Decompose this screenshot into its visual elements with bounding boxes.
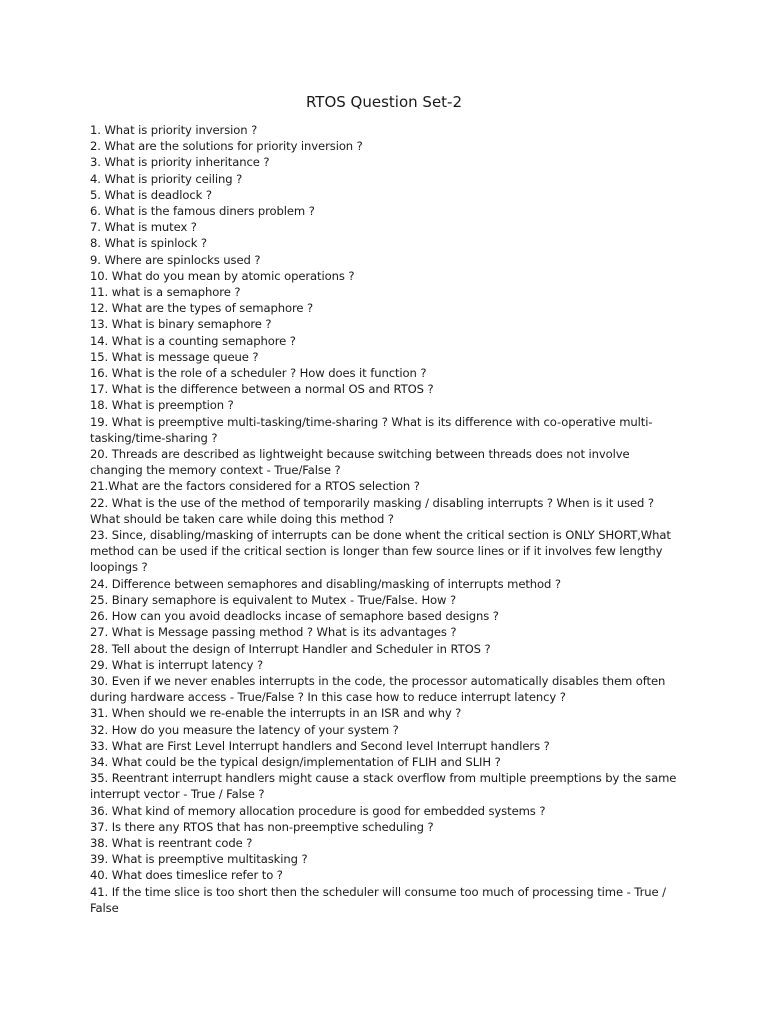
question-item: 23. Since, disabling/masking of interrupts can be done whent the critical section is ONLY SHORT,What method can be used if the critical section is longer than few source lines or if it involves few lengthy loopings ?	[90, 528, 671, 575]
question-item: 27. What is Message passing method ? What is its advantages ?	[90, 625, 457, 640]
question-item: 17. What is the difference between a normal OS and RTOS ?	[90, 382, 434, 397]
question-item: 36. What kind of memory allocation procedure is good for embedded systems ?	[90, 803, 546, 818]
question-item: 2. What are the solutions for priority inversion ?	[90, 139, 363, 154]
question-item: 13. What is binary semaphore ?	[90, 317, 272, 332]
question-item: 11. what is a semaphore ?	[90, 285, 241, 300]
question-item: 37. Is there any RTOS that has non-preemptive scheduling ?	[90, 819, 434, 834]
question-item: 28. Tell about the design of Interrupt Handler and Scheduler in RTOS ?	[90, 641, 491, 656]
question-item: 24. Difference between semaphores and disabling/masking of interrupts method ?	[90, 576, 561, 591]
question-item: 16. What is the role of a scheduler ? How does it function ?	[90, 366, 427, 381]
question-item: 1. What is priority inversion ?	[90, 123, 258, 137]
question-item: 3. What is priority inheritance ?	[90, 155, 270, 170]
question-item: 18. What is preemption ?	[90, 398, 234, 413]
question-item: 29. What is interrupt latency ?	[90, 657, 264, 672]
question-item: 33. What are First Level Interrupt handlers and Second level Interrupt handlers ?	[90, 738, 550, 753]
question-item: 20. Threads are described as lightweight because switching between threads does not involve changing the memory context - True/False ?	[90, 447, 630, 478]
question-item: 39. What is preemptive multitasking ?	[90, 852, 308, 867]
question-item: 22. What is the use of the method of temporarily masking / disabling interrupts ? When is it used ? What should be taken care while doing this method ?	[90, 495, 654, 526]
question-item: 40. What does timeslice refer to ?	[90, 868, 283, 883]
question-item: 5. What is deadlock ?	[90, 187, 212, 202]
question-item: 31. When should we re-enable the interrupts in an ISR and why ?	[90, 706, 462, 721]
question-item: 8. What is spinlock ?	[90, 236, 207, 251]
question-item: 12. What are the types of semaphore ?	[90, 301, 314, 316]
question-item: 19. What is preemptive multi-tasking/time-sharing ? What is its difference with co-operative multi-tasking/time-sharing ?	[90, 414, 653, 445]
question-item: 32. How do you measure the latency of your system ?	[90, 722, 399, 737]
page-title: RTOS Question Set-2	[305, 93, 463, 111]
question-item: 34. What could be the typical design/implementation of FLIH and SLIH ?	[90, 754, 501, 769]
question-item: 35. Reentrant interrupt handlers might cause a stack overflow from multiple preemptions by the same interrupt vector - True / False ?	[90, 771, 677, 802]
question-item: 21.What are the factors considered for a RTOS selection ?	[90, 479, 420, 494]
question-item: 38. What is reentrant code ?	[90, 835, 253, 850]
question-item: 41. If the time slice is too short then the scheduler will consume too much of processing time - True / False	[90, 884, 666, 915]
question-item: 9. Where are spinlocks used ?	[90, 252, 261, 267]
question-item: 25. Binary semaphore is equivalent to Mutex - True/False. How ?	[90, 592, 457, 607]
question-item: 6. What is the famous diners problem ?	[90, 204, 315, 219]
question-item: 26. How can you avoid deadlocks incase of semaphore based designs ?	[90, 609, 499, 624]
question-item: 10. What do you mean by atomic operations ?	[90, 268, 355, 283]
question-item: 15. What is message queue ?	[90, 349, 259, 364]
question-item: 4. What is priority ceiling ?	[90, 171, 243, 186]
question-item: 14. What is a counting semaphore ?	[90, 333, 296, 348]
question-item: 7. What is mutex ?	[90, 220, 197, 235]
question-item: 30. Even if we never enables interrupts in the code, the processor automatically disables them often during hardware access - True/False ? In this case how to reduce interrupt latency ?	[90, 673, 666, 705]
question-list	[90, 122, 680, 916]
